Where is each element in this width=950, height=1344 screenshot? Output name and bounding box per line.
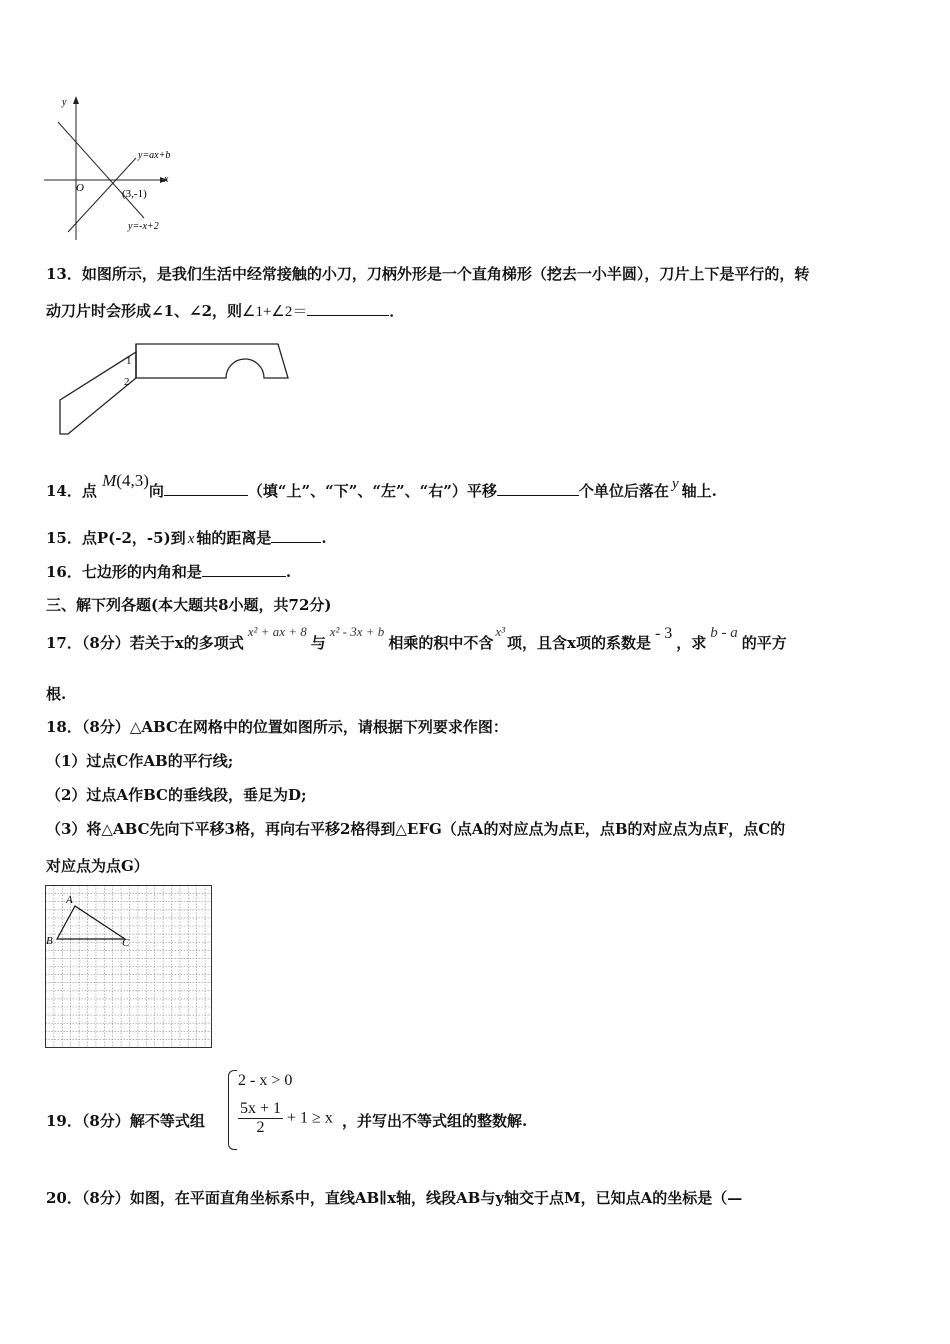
- q17-line-2: 根.: [46, 685, 67, 703]
- q15-answer-blank: [271, 528, 321, 543]
- q18-item-3a: （3）将△ABC先向下平移3格，再向右平移2格得到△EFG（点A的对应点为点E，点B的对应点为点F，点C的: [46, 820, 786, 838]
- q14-units-blank: [497, 481, 579, 496]
- q17-line-1: [46, 624, 787, 653]
- q17-coef: - 3: [654, 625, 673, 642]
- q17-text-f: 的平方: [741, 634, 787, 652]
- q14-text-c: （填“上”、“下”、“左”、“右”）平移: [247, 482, 497, 500]
- q18-score: （8分）: [81, 718, 130, 736]
- q15-text-a: 点P(-2，-5)到: [81, 529, 186, 547]
- q13-expr: ∠1+∠2＝: [242, 304, 308, 320]
- q15-number: 15．: [46, 529, 82, 547]
- knife-handle: [136, 344, 288, 378]
- q13-text-a: 如图所示，是我们生活中经常接触的小刀，刀柄外形是一个直角梯形（挖去一小半圆），刀片上下是平行的，转: [81, 265, 810, 283]
- knife-angle-2: 2: [124, 376, 130, 388]
- q16-line: [46, 561, 291, 582]
- q14-point-coords: (4,3): [116, 471, 149, 490]
- q20-number: 20．: [46, 1189, 82, 1207]
- q16-text: 七边形的内角和是: [81, 563, 202, 581]
- q17-text-c: 相乘的积中不含: [388, 634, 494, 652]
- q18-item-2: （2）过点A作BC的垂线段，垂足为D;: [46, 786, 307, 804]
- q17-expr: b - a: [710, 625, 738, 641]
- grid-label-a: A: [66, 894, 73, 906]
- q14-point: [102, 471, 149, 490]
- q13-text-b: 动刀片时会形成∠1、∠2，则: [46, 302, 243, 320]
- grid-lines: [46, 886, 212, 1048]
- q14-axis: y: [671, 476, 679, 492]
- q15-end: .: [321, 529, 327, 547]
- q20-line: [46, 1187, 742, 1208]
- q18-item-1: （1）过点C作AB的平行线;: [46, 752, 234, 770]
- q13-answer-blank: [307, 301, 389, 316]
- q20-text: 如图，在平面直角坐标系中，直线AB∥x轴，线段AB与y轴交于点M，已知点A的坐标是（—: [129, 1189, 743, 1207]
- q18-item-3b: 对应点为点G）: [46, 857, 149, 875]
- q19-system-brace: [228, 1070, 237, 1150]
- q14-text-b: 向: [148, 482, 164, 500]
- q17-number: 17．: [46, 634, 82, 652]
- q14-text-e: 轴上.: [681, 482, 717, 500]
- q15-var: x: [187, 531, 195, 547]
- grid-label-b: B: [46, 935, 53, 947]
- q18-text: △ABC在网格中的位置如图所示，请根据下列要求作图：: [129, 718, 508, 736]
- q19-score: （8分）: [81, 1112, 130, 1130]
- point-label: (3,-1): [122, 188, 147, 200]
- q14-line: [46, 471, 717, 501]
- q14-direction-blank: [164, 481, 248, 496]
- section-3-title: 三、解下列各题(本大题共8小题，共72分): [46, 596, 332, 614]
- q13-line-1: [46, 263, 809, 284]
- q20-score: （8分）: [81, 1189, 130, 1207]
- q17-score: （8分）: [81, 634, 130, 652]
- q13-line-2: [46, 300, 404, 321]
- q16-end: .: [285, 563, 292, 581]
- q17-poly2: x² - 3x + b: [329, 624, 385, 639]
- q19-suffix: ，并写出不等式组的整数解.: [342, 1112, 528, 1130]
- y-axis-label: y: [62, 97, 67, 108]
- q14-point-m: M: [102, 471, 117, 490]
- q17-text-d: 项，且含x项的系数是: [507, 634, 651, 652]
- knife-blade: [60, 352, 136, 434]
- q19-number: 19．: [46, 1112, 82, 1130]
- line2-label: y=-x+2: [128, 221, 159, 232]
- q19-frac-num: 5x + 1: [240, 1100, 282, 1117]
- q18-line: [46, 716, 508, 737]
- grid-label-c: C: [122, 937, 130, 949]
- q18-number: 18．: [46, 718, 82, 736]
- x-axis-label: x: [164, 174, 169, 185]
- q15-line: [46, 527, 327, 548]
- coordinate-graph-figure: [40, 92, 200, 242]
- q14-text-d: 个单位后落在: [578, 482, 669, 500]
- y-axis-arrow: [73, 96, 79, 104]
- q19-prefix: [46, 1110, 205, 1131]
- q19-fraction: [238, 1100, 283, 1137]
- line1-label: y=ax+b: [138, 150, 171, 161]
- q17-text-a: 若关于x的多项式: [129, 634, 244, 652]
- q17-poly1: x² + ax + 8: [247, 624, 307, 639]
- q16-answer-blank: [202, 562, 286, 577]
- q19-ineq1: 2 - x > 0: [238, 1072, 293, 1089]
- knife-angle-1: 1: [126, 355, 132, 367]
- q17-text-b: 与: [310, 634, 326, 652]
- q13-end: ．: [389, 302, 405, 320]
- q14-text-a: 点: [81, 482, 97, 500]
- line-y-neg-x-2: [58, 122, 144, 218]
- origin-label: O: [76, 182, 84, 194]
- knife-figure: [52, 338, 296, 440]
- grid-figure: [44, 884, 214, 1050]
- q13-number: 13．: [46, 265, 82, 283]
- q19-text-a: 解不等式组: [129, 1112, 205, 1130]
- q17-text-e: ，求: [676, 634, 707, 652]
- q16-number: 16．: [46, 563, 82, 581]
- q14-number: 14．: [46, 482, 82, 500]
- q15-text-b: 轴的距离是: [196, 529, 272, 547]
- q17-term: x³: [495, 624, 505, 639]
- q19-frac-den: 2: [256, 1119, 265, 1136]
- q19-ineq2-rest: + 1 ≥ x: [287, 1109, 333, 1127]
- q19-ineq2: [238, 1100, 333, 1137]
